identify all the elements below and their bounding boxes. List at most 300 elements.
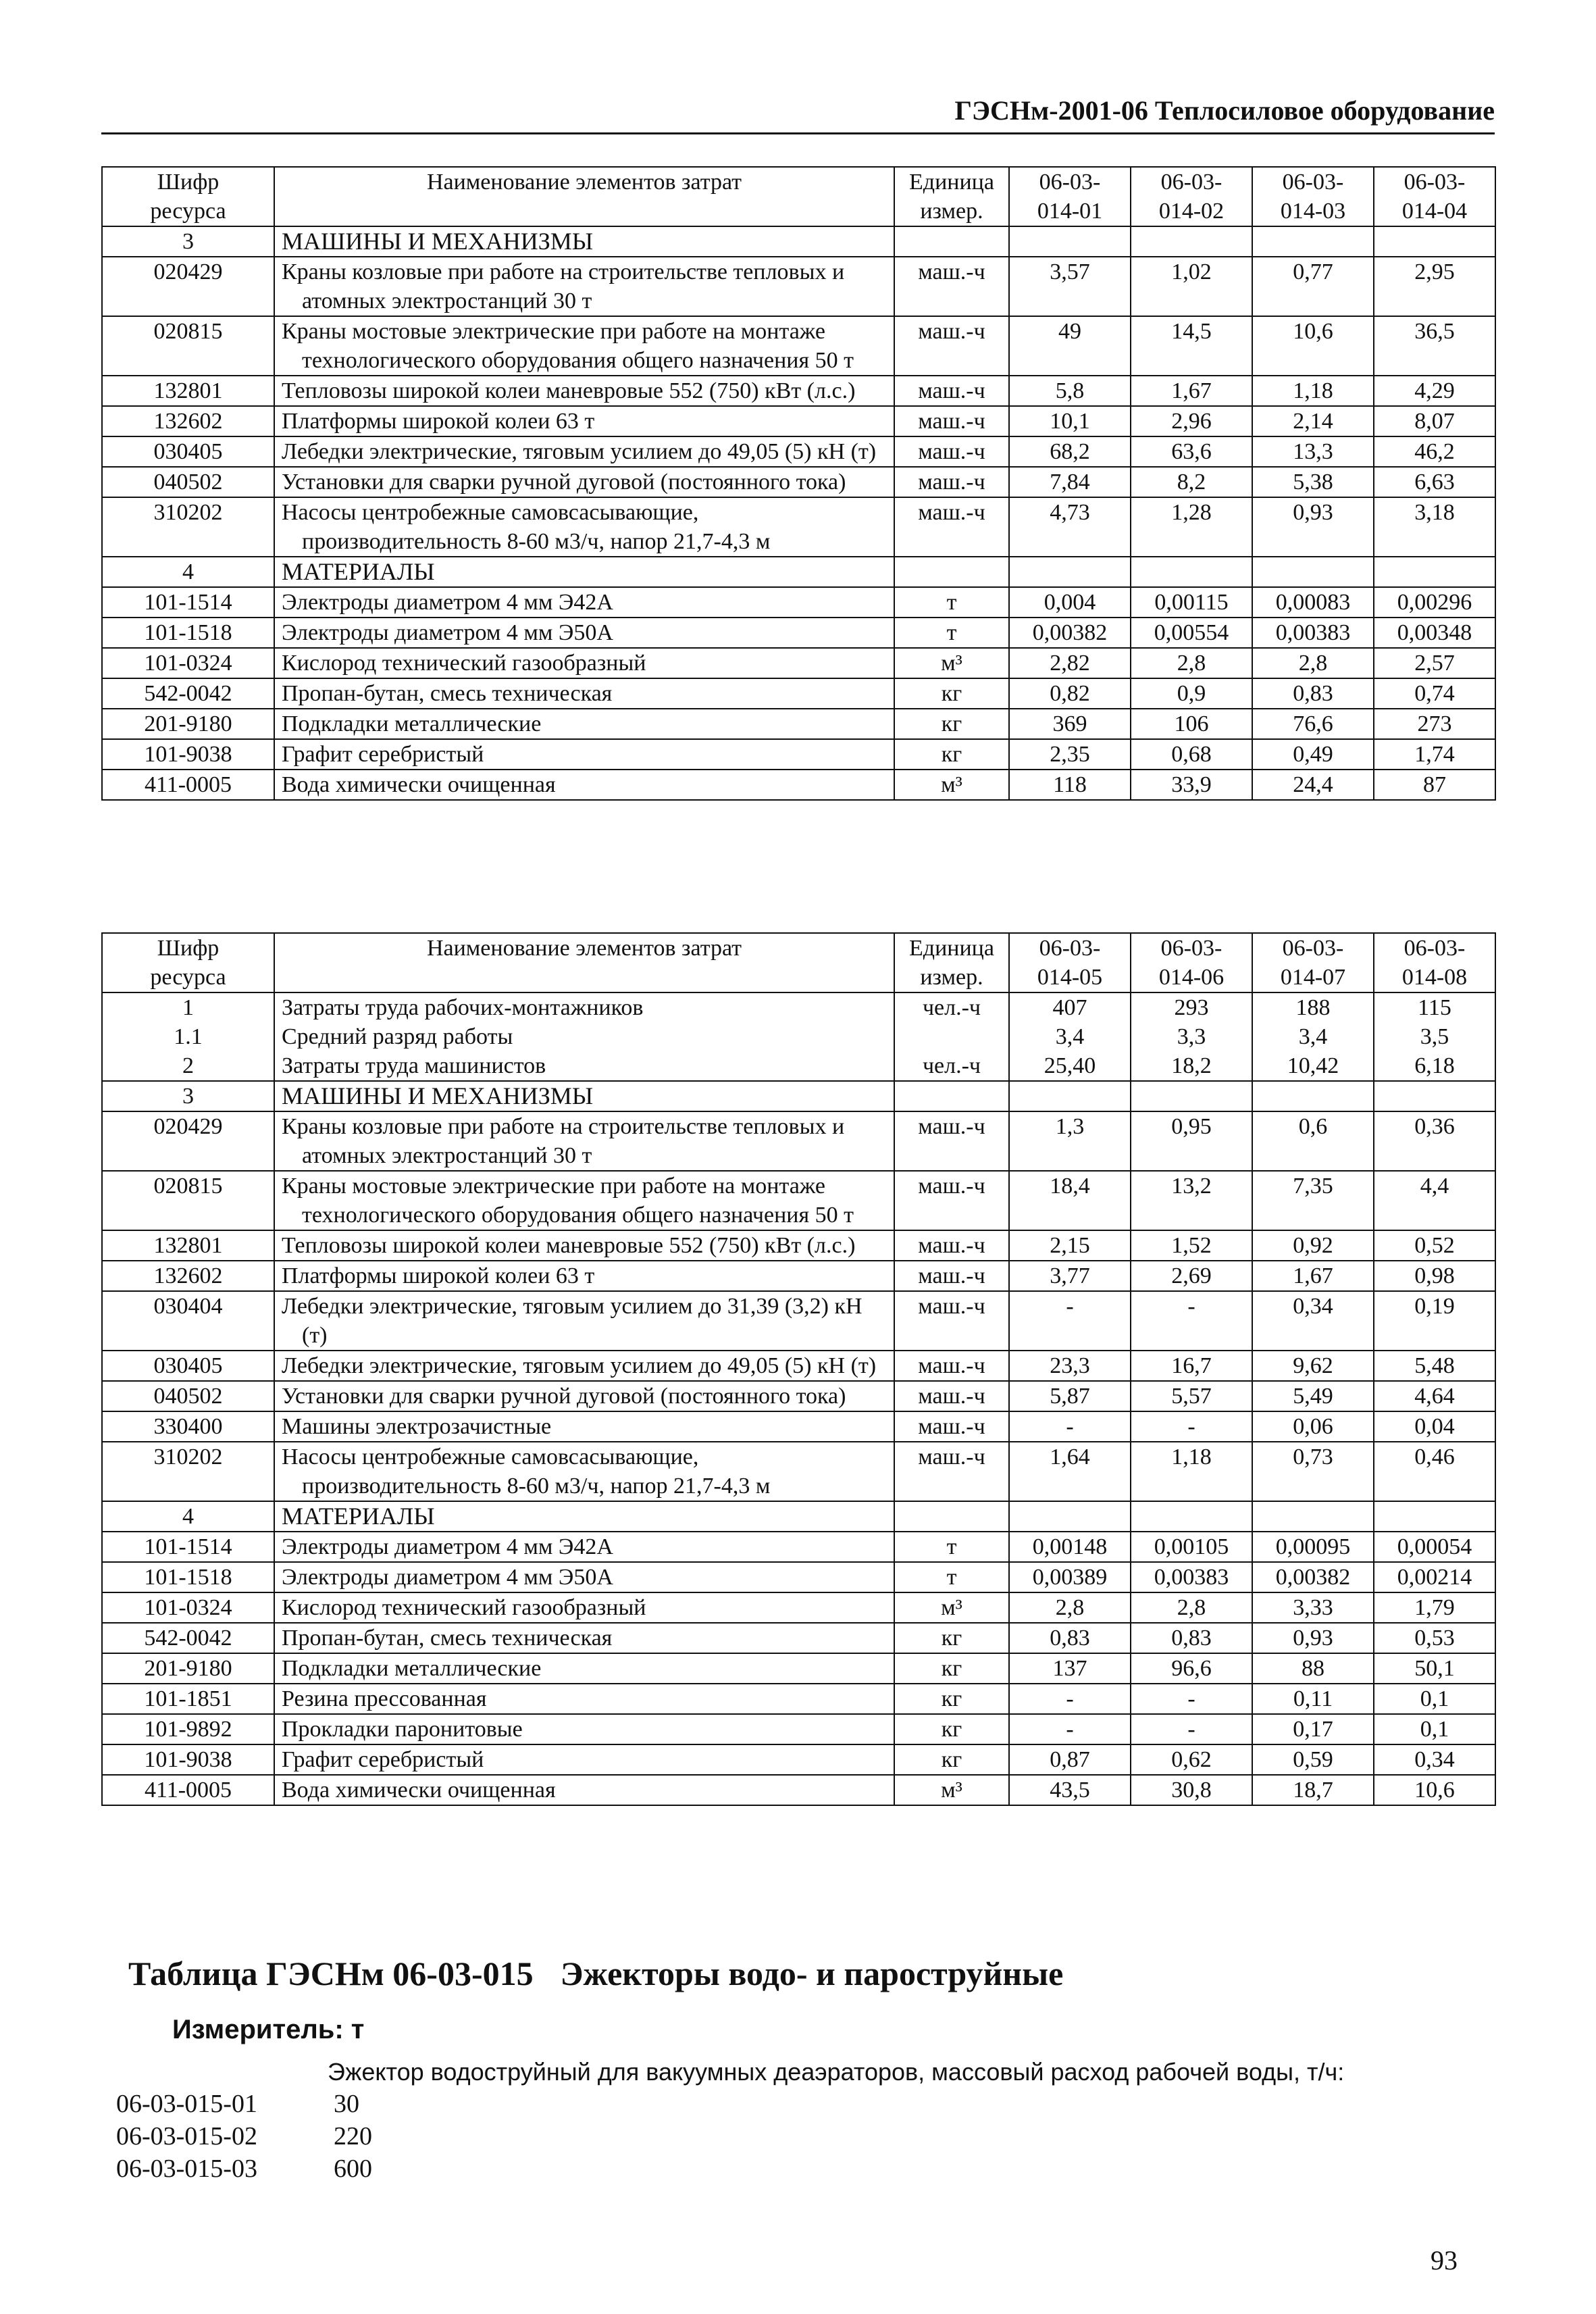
resource-unit: кг: [894, 1653, 1009, 1684]
norm-value: 0,00083: [1252, 587, 1374, 618]
resource-unit: м³: [894, 648, 1009, 678]
norm-value: 0,83: [1009, 1623, 1131, 1653]
resource-name: Краны козловые при работе на строительстве тепловых и атомных электростанций 30 т: [274, 257, 894, 316]
resource-row: [102, 1684, 1495, 1714]
section-title: МАШИНЫ И МЕХАНИЗМЫ: [274, 1081, 894, 1111]
norm-value: 5,48: [1374, 1351, 1495, 1381]
norm-value: 2,8: [1252, 648, 1374, 678]
norm-value: 0,1: [1374, 1684, 1495, 1714]
variant-row: [116, 2089, 359, 2119]
norm-value: -: [1131, 1411, 1252, 1442]
resource-name: Краны мостовые электрические при работе на монтаже технологического оборудования общего назначения 50 т: [274, 1171, 894, 1230]
norm-value: 1,52: [1131, 1230, 1252, 1261]
norm-value: 18,2: [1131, 1051, 1252, 1081]
resource-code: 310202: [102, 497, 274, 557]
norm-value: 1,64: [1009, 1442, 1131, 1501]
resource-row: [102, 316, 1495, 376]
norm-value: [1374, 226, 1495, 257]
resource-unit: маш.-ч: [894, 436, 1009, 467]
table-header-row: [102, 167, 1495, 226]
norm-value: 5,87: [1009, 1381, 1131, 1411]
resource-code: 3: [102, 1081, 274, 1111]
resource-unit: м³: [894, 1592, 1009, 1623]
norm-value: 10,42: [1252, 1051, 1374, 1081]
resource-code: 101-1518: [102, 618, 274, 648]
norm-value: 188: [1252, 992, 1374, 1022]
norm-value: 4,73: [1009, 497, 1131, 557]
norm-value: 5,38: [1252, 467, 1374, 497]
resource-code: 132602: [102, 406, 274, 436]
resource-unit: маш.-ч: [894, 1261, 1009, 1291]
norm-value: 0,11: [1252, 1684, 1374, 1714]
norm-value: 5,49: [1252, 1381, 1374, 1411]
norm-value: [1252, 557, 1374, 587]
resource-name: Пропан-бутан, смесь техническая: [274, 678, 894, 709]
resource-code: 201-9180: [102, 709, 274, 739]
norm-value: 5,57: [1131, 1381, 1252, 1411]
resource-code: 132801: [102, 1230, 274, 1261]
norm-value: 96,6: [1131, 1653, 1252, 1684]
norm-value: 369: [1009, 709, 1131, 739]
resource-name: Резина прессованная: [274, 1684, 894, 1714]
resource-row: [102, 376, 1495, 406]
resource-row: [102, 770, 1495, 800]
resource-row: [102, 1051, 1495, 1081]
norm-value: 10,6: [1374, 1775, 1495, 1805]
norm-value: 8,07: [1374, 406, 1495, 436]
resource-code: 040502: [102, 467, 274, 497]
resource-row: [102, 1714, 1495, 1744]
section-title: МАШИНЫ И МЕХАНИЗМЫ: [274, 226, 894, 257]
resource-row: [102, 1171, 1495, 1230]
resource-code: 411-0005: [102, 770, 274, 800]
norm-value: 13,2: [1131, 1171, 1252, 1230]
norm-value: [1009, 1501, 1131, 1532]
norm-value: 0,17: [1252, 1714, 1374, 1744]
resource-name: Установки для сварки ручной дуговой (постоянного тока): [274, 1381, 894, 1411]
norm-value: 4,64: [1374, 1381, 1495, 1411]
resource-row: [102, 739, 1495, 770]
resource-name: Затраты труда рабочих-монтажников: [274, 992, 894, 1022]
norm-value: 4,29: [1374, 376, 1495, 406]
norm-value: 0,00554: [1131, 618, 1252, 648]
norm-value: 2,96: [1131, 406, 1252, 436]
resource-name: Графит серебристый: [274, 1744, 894, 1775]
norm-value: 0,62: [1131, 1744, 1252, 1775]
resource-code: 101-9038: [102, 739, 274, 770]
norm-value: -: [1009, 1291, 1131, 1351]
norm-value: 3,4: [1252, 1022, 1374, 1051]
norm-value: 2,82: [1009, 648, 1131, 678]
resource-name: Краны козловые при работе на строительстве тепловых и атомных электростанций 30 т: [274, 1111, 894, 1171]
norm-value: 18,7: [1252, 1775, 1374, 1805]
norm-value: 0,49: [1252, 739, 1374, 770]
resource-unit: маш.-ч: [894, 316, 1009, 376]
norm-value: 0,00383: [1131, 1562, 1252, 1592]
resource-name: Насосы центробежные самовсасывающие, производительность 8-60 м3/ч, напор 21,7-4,3 м: [274, 497, 894, 557]
norm-value: [1009, 1081, 1131, 1111]
col-header-name: Наименование элементов затрат: [274, 933, 894, 992]
col-header-norm: 06-03- 014-04: [1374, 167, 1495, 226]
resource-unit: маш.-ч: [894, 467, 1009, 497]
norm-value: 13,3: [1252, 436, 1374, 467]
norm-value: 0,34: [1374, 1744, 1495, 1775]
resource-unit: кг: [894, 1684, 1009, 1714]
col-header-name: Наименование элементов затрат: [274, 167, 894, 226]
norm-value: 0,04: [1374, 1411, 1495, 1442]
resource-code: 030405: [102, 436, 274, 467]
resource-row: [102, 406, 1495, 436]
resource-row: [102, 257, 1495, 316]
resource-code: 101-9038: [102, 1744, 274, 1775]
resource-row: [102, 1744, 1495, 1775]
col-header-unit: Единица измер.: [894, 167, 1009, 226]
norm-value: 1,3: [1009, 1111, 1131, 1171]
resource-row: [102, 1111, 1495, 1171]
norm-value: 0,00296: [1374, 587, 1495, 618]
resource-code: 101-0324: [102, 1592, 274, 1623]
resource-unit: м³: [894, 770, 1009, 800]
norm-value: 4,4: [1374, 1171, 1495, 1230]
resource-code: 030405: [102, 1351, 274, 1381]
variant-code: 06-03-015-02: [116, 2122, 257, 2150]
resource-code: 101-1851: [102, 1684, 274, 1714]
norm-value: 0,59: [1252, 1744, 1374, 1775]
page-number: 93: [1431, 2245, 1458, 2275]
resource-code: 101-9892: [102, 1714, 274, 1744]
resource-row: [102, 1623, 1495, 1653]
norm-value: 0,1: [1374, 1714, 1495, 1744]
table-number: Таблица ГЭСНм 06-03-015: [128, 1955, 534, 1992]
variant-code: 06-03-015-01: [116, 2090, 257, 2118]
col-header-norm: 06-03- 014-05: [1009, 933, 1131, 992]
resource-name: Машины электрозачистные: [274, 1411, 894, 1442]
norm-value: 0,74: [1374, 678, 1495, 709]
norm-value: 76,6: [1252, 709, 1374, 739]
resource-row: [102, 1351, 1495, 1381]
resource-row: [102, 1381, 1495, 1411]
norm-value: 0,6: [1252, 1111, 1374, 1171]
resource-unit: т: [894, 618, 1009, 648]
resource-table-014-01-04: [101, 166, 1496, 801]
norm-value: 16,7: [1131, 1351, 1252, 1381]
norm-value: [1252, 1081, 1374, 1111]
resource-row: [102, 1562, 1495, 1592]
norm-value: 293: [1131, 992, 1252, 1022]
resource-unit: маш.-ч: [894, 1111, 1009, 1171]
resource-name: Пропан-бутан, смесь техническая: [274, 1623, 894, 1653]
norm-value: 2,15: [1009, 1230, 1131, 1261]
table-body: [102, 992, 1495, 1805]
norm-value: 0,00348: [1374, 618, 1495, 648]
norm-value: 0,83: [1131, 1623, 1252, 1653]
norm-value: 2,69: [1131, 1261, 1252, 1291]
norm-value: 106: [1131, 709, 1252, 739]
resource-unit: маш.-ч: [894, 1411, 1009, 1442]
resource-code: 020815: [102, 1171, 274, 1230]
resource-unit: маш.-ч: [894, 1171, 1009, 1230]
norm-value: 0,19: [1374, 1291, 1495, 1351]
resource-unit: кг: [894, 678, 1009, 709]
norm-value: 137: [1009, 1653, 1131, 1684]
norm-value: 0,46: [1374, 1442, 1495, 1501]
norm-value: 1,67: [1131, 376, 1252, 406]
norm-value: 3,5: [1374, 1022, 1495, 1051]
resource-name: Затраты труда машинистов: [274, 1051, 894, 1081]
resource-code: 2: [102, 1051, 274, 1081]
norm-value: 0,73: [1252, 1442, 1374, 1501]
section-row: [102, 557, 1495, 587]
norm-value: 2,95: [1374, 257, 1495, 316]
resource-code: 020429: [102, 257, 274, 316]
resource-unit: м³: [894, 1775, 1009, 1805]
norm-value: 0,004: [1009, 587, 1131, 618]
resource-unit: [894, 1501, 1009, 1532]
norm-value: [1131, 557, 1252, 587]
norm-value: -: [1131, 1291, 1252, 1351]
resource-row: [102, 1261, 1495, 1291]
resource-code: 201-9180: [102, 1653, 274, 1684]
norm-value: 2,57: [1374, 648, 1495, 678]
norm-value: 1,28: [1131, 497, 1252, 557]
resource-code: 542-0042: [102, 678, 274, 709]
col-header-norm: 06-03- 014-02: [1131, 167, 1252, 226]
norm-value: 33,9: [1131, 770, 1252, 800]
table-header-row: [102, 933, 1495, 992]
norm-value: 0,83: [1252, 678, 1374, 709]
norm-value: 2,8: [1131, 648, 1252, 678]
norm-value: 3,4: [1009, 1022, 1131, 1051]
norm-value: 88: [1252, 1653, 1374, 1684]
norm-value: 87: [1374, 770, 1495, 800]
norm-value: 0,00054: [1374, 1532, 1495, 1562]
resource-unit: кг: [894, 1623, 1009, 1653]
col-header-unit: Единица измер.: [894, 933, 1009, 992]
resource-unit: маш.-ч: [894, 1291, 1009, 1351]
resource-name: Вода химически очищенная: [274, 770, 894, 800]
resource-code: 1: [102, 992, 274, 1022]
col-header-norm: 06-03- 014-06: [1131, 933, 1252, 992]
resource-code: 040502: [102, 1381, 274, 1411]
norm-value: 3,33: [1252, 1592, 1374, 1623]
norm-value: 3,3: [1131, 1022, 1252, 1051]
resource-unit: т: [894, 1562, 1009, 1592]
resource-code: 132801: [102, 376, 274, 406]
resource-unit: кг: [894, 709, 1009, 739]
resource-name: Кислород технический газообразный: [274, 1592, 894, 1623]
resource-unit: маш.-ч: [894, 1351, 1009, 1381]
variant-value: 30: [334, 2090, 359, 2118]
norm-value: 0,00095: [1252, 1532, 1374, 1562]
variant-row: [116, 2121, 372, 2151]
norm-value: -: [1131, 1684, 1252, 1714]
norm-value: 0,00389: [1009, 1562, 1131, 1592]
resource-name: Тепловозы широкой колеи маневровые 552 (750) кВт (л.с.): [274, 1230, 894, 1261]
norm-value: [1131, 1081, 1252, 1111]
resource-unit: маш.-ч: [894, 376, 1009, 406]
norm-value: 10,6: [1252, 316, 1374, 376]
norm-value: 7,84: [1009, 467, 1131, 497]
resource-code: 101-1514: [102, 587, 274, 618]
resource-name: Установки для сварки ручной дуговой (постоянного тока): [274, 467, 894, 497]
norm-value: 0,95: [1131, 1111, 1252, 1171]
norm-value: 0,06: [1252, 1411, 1374, 1442]
norm-value: 115: [1374, 992, 1495, 1022]
resource-code: 330400: [102, 1411, 274, 1442]
resource-unit: маш.-ч: [894, 1442, 1009, 1501]
resource-code: 310202: [102, 1442, 274, 1501]
norm-value: 14,5: [1131, 316, 1252, 376]
resource-row: [102, 1230, 1495, 1261]
norm-value: 1,79: [1374, 1592, 1495, 1623]
resource-unit: т: [894, 587, 1009, 618]
norm-value: -: [1131, 1714, 1252, 1744]
resource-unit: т: [894, 1532, 1009, 1562]
resource-code: 3: [102, 226, 274, 257]
section-row: [102, 226, 1495, 257]
norm-value: 0,00383: [1252, 618, 1374, 648]
norm-value: 1,18: [1252, 376, 1374, 406]
resource-row: [102, 678, 1495, 709]
norm-value: 3,77: [1009, 1261, 1131, 1291]
section-title: МАТЕРИАЛЫ: [274, 1501, 894, 1532]
resource-row: [102, 709, 1495, 739]
resource-name: Подкладки металлические: [274, 1653, 894, 1684]
norm-value: 0,82: [1009, 678, 1131, 709]
norm-value: 2,8: [1131, 1592, 1252, 1623]
resource-row: [102, 648, 1495, 678]
resource-code: 020815: [102, 316, 274, 376]
resource-code: 101-0324: [102, 648, 274, 678]
resource-name: Подкладки металлические: [274, 709, 894, 739]
header-divider: [101, 132, 1495, 134]
norm-value: 3,57: [1009, 257, 1131, 316]
norm-value: [1374, 1501, 1495, 1532]
col-header-norm: 06-03- 014-01: [1009, 167, 1131, 226]
resource-row: [102, 1291, 1495, 1351]
norm-value: 6,18: [1374, 1051, 1495, 1081]
page-header-title: ГЭСНм-2001-06 Теплосиловое оборудование: [954, 95, 1495, 126]
norm-value: 407: [1009, 992, 1131, 1022]
norm-value: [1252, 226, 1374, 257]
norm-value: 2,8: [1009, 1592, 1131, 1623]
norm-value: 0,93: [1252, 1623, 1374, 1653]
col-header-code: Шифр ресурса: [102, 933, 274, 992]
norm-value: [1131, 1501, 1252, 1532]
resource-code: 4: [102, 1501, 274, 1532]
resource-unit: маш.-ч: [894, 1381, 1009, 1411]
resource-row: [102, 1653, 1495, 1684]
norm-value: 0,00382: [1009, 618, 1131, 648]
norm-value: 46,2: [1374, 436, 1495, 467]
resource-row: [102, 497, 1495, 557]
table-subtitle: Эжекторы водо- и пароструйные: [560, 1955, 1064, 1992]
resource-row: [102, 1411, 1495, 1442]
variant-value: 600: [334, 2155, 372, 2183]
resource-row: [102, 587, 1495, 618]
resource-row: [102, 1532, 1495, 1562]
norm-value: 1,18: [1131, 1442, 1252, 1501]
norm-value: 8,2: [1131, 467, 1252, 497]
norm-value: 25,40: [1009, 1051, 1131, 1081]
resource-name: Лебедки электрические, тяговым усилием до 49,05 (5) кН (т): [274, 1351, 894, 1381]
norm-value: 0,92: [1252, 1230, 1374, 1261]
norm-value: 18,4: [1009, 1171, 1131, 1230]
norm-value: 1,02: [1131, 257, 1252, 316]
section-row: [102, 1081, 1495, 1111]
resource-unit: [894, 1022, 1009, 1051]
norm-value: [1252, 1501, 1374, 1532]
norm-value: -: [1009, 1684, 1131, 1714]
norm-value: 0,68: [1131, 739, 1252, 770]
norm-value: 50,1: [1374, 1653, 1495, 1684]
norm-value: 0,98: [1374, 1261, 1495, 1291]
resource-row: [102, 1022, 1495, 1051]
norm-value: 10,1: [1009, 406, 1131, 436]
resource-name: Платформы широкой колеи 63 т: [274, 1261, 894, 1291]
resource-unit: [894, 226, 1009, 257]
norm-value: 0,93: [1252, 497, 1374, 557]
norm-value: -: [1009, 1411, 1131, 1442]
norm-value: 0,00115: [1131, 587, 1252, 618]
variant-code: 06-03-015-03: [116, 2155, 257, 2183]
section-title: МАТЕРИАЛЫ: [274, 557, 894, 587]
norm-value: 9,62: [1252, 1351, 1374, 1381]
norm-value: 49: [1009, 316, 1131, 376]
resource-name: Графит серебристый: [274, 739, 894, 770]
norm-value: 0,87: [1009, 1744, 1131, 1775]
resource-name: Насосы центробежные самовсасывающие, производительность 8-60 м3/ч, напор 21,7-4,3 м: [274, 1442, 894, 1501]
resource-name: Средний разряд работы: [274, 1022, 894, 1051]
resource-name: Прокладки паронитовые: [274, 1714, 894, 1744]
norm-value: [1131, 226, 1252, 257]
resource-unit: кг: [894, 739, 1009, 770]
col-header-norm: 06-03- 014-03: [1252, 167, 1374, 226]
resource-name: Электроды диаметром 4 мм Э42А: [274, 587, 894, 618]
norm-value: 5,8: [1009, 376, 1131, 406]
norm-value: 0,00105: [1131, 1532, 1252, 1562]
resource-name: Краны мостовые электрические при работе на монтаже технологического оборудования общего назначения 50 т: [274, 316, 894, 376]
resource-table-014-05-08: [101, 932, 1496, 1806]
norm-value: 6,63: [1374, 467, 1495, 497]
section-row: [102, 1501, 1495, 1532]
col-header-norm: 06-03- 014-07: [1252, 933, 1374, 992]
resource-name: Вода химически очищенная: [274, 1775, 894, 1805]
resource-unit: чел.-ч: [894, 1051, 1009, 1081]
col-header-code: Шифр ресурса: [102, 167, 274, 226]
norm-value: [1009, 557, 1131, 587]
norm-value: [1009, 226, 1131, 257]
resource-row: [102, 1775, 1495, 1805]
resource-row: [102, 618, 1495, 648]
resource-row: [102, 992, 1495, 1022]
norm-value: 0,9: [1131, 678, 1252, 709]
norm-value: 0,77: [1252, 257, 1374, 316]
variant-value: 220: [334, 2122, 372, 2150]
norm-value: 63,6: [1131, 436, 1252, 467]
resource-row: [102, 436, 1495, 467]
resource-unit: [894, 1081, 1009, 1111]
resource-code: 132602: [102, 1261, 274, 1291]
norm-value: 2,35: [1009, 739, 1131, 770]
norm-value: 0,34: [1252, 1291, 1374, 1351]
norm-value: 30,8: [1131, 1775, 1252, 1805]
resource-name: Электроды диаметром 4 мм Э50А: [274, 618, 894, 648]
resource-code: 411-0005: [102, 1775, 274, 1805]
norm-value: 36,5: [1374, 316, 1495, 376]
norm-value: 7,35: [1252, 1171, 1374, 1230]
resource-code: 101-1518: [102, 1562, 274, 1592]
